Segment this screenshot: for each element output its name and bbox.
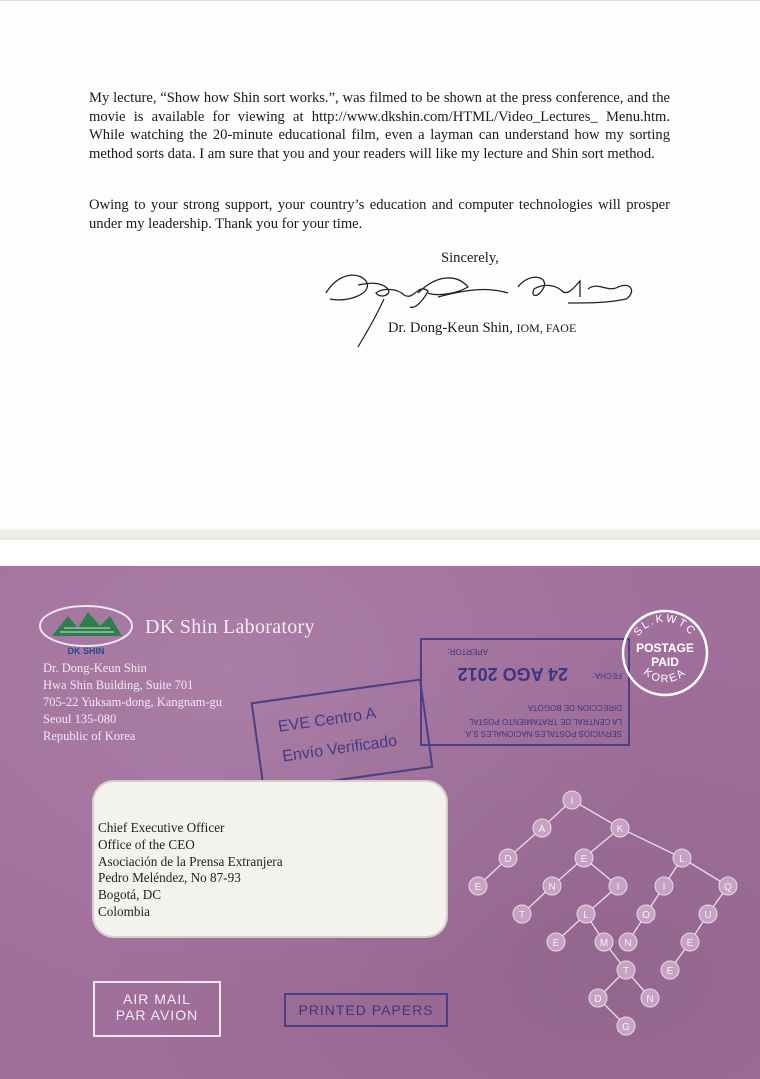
tree-node-label: T	[518, 910, 526, 921]
tree-node-label: E	[474, 882, 482, 893]
tree-node-label: L	[679, 854, 685, 865]
sender-line: Hwa Shin Building, Suite 701	[43, 678, 194, 692]
dk-shin-logo	[38, 602, 134, 656]
tree-node-label: N	[646, 994, 654, 1005]
tree-edge	[620, 828, 682, 858]
postal-date-stamp	[420, 638, 630, 746]
tree-node-label: N	[548, 882, 556, 893]
tree-node-label: E	[580, 854, 588, 865]
tree-node-label: Q	[724, 882, 732, 893]
tree-node-label: I	[570, 796, 574, 807]
sender-line: Dr. Dong-Keun Shin	[43, 661, 147, 675]
eve-verification-stamp	[251, 678, 434, 791]
stamp-line: FECHA:	[592, 671, 622, 680]
envelope	[0, 566, 760, 1079]
stamp-date: 24 AGO 2012	[457, 664, 568, 684]
signer-credentials: IOM, FAOE	[516, 321, 577, 335]
stamp-line: LA CENTRAL DE TRATAMIENTO POSTAL	[468, 717, 622, 726]
letter-paragraph-1: My lecture, “Show how Shin sort works.”, was filmed to be shown at the press conference, and the movie is available for viewing at http://www.dkshin.com/HTML/Video_Lectures_ Menu.htm. While watching the 20-minute educational film, even a layman can understand how my sorting method sorts data. I am sure that you and your readers will like my lecture and Shin sort method.	[89, 90, 670, 162]
sort-tree-decoration	[460, 776, 750, 1036]
stamp-line: DIRECCION DE BOGOTA	[527, 703, 622, 712]
letter-closing: Sincerely,	[441, 250, 499, 266]
postage-paid-stamp	[620, 608, 710, 698]
tree-node-label: E	[686, 938, 694, 949]
recipient-address	[98, 820, 283, 921]
printed-papers-label: PRINTED PAPERS	[284, 993, 448, 1027]
tree-node-label: E	[552, 938, 560, 949]
stamp-line: APERTOR:	[447, 647, 488, 656]
signer-line	[388, 320, 576, 337]
tree-node-label: U	[704, 910, 712, 921]
tree-node-label: N	[624, 938, 632, 949]
svg-text:SL.KWTC	[631, 613, 698, 639]
tree-node-label: K	[616, 824, 624, 835]
tree-node-label: M	[599, 938, 609, 949]
airmail-line1: AIR MAIL	[123, 991, 191, 1007]
recipient-line: Asociación de la Prensa Extranjera	[98, 853, 283, 869]
tree-node-label: O	[642, 910, 650, 921]
postage-line2: PAID	[651, 655, 679, 669]
tree-node-label: T	[622, 966, 630, 977]
recipient-line: Colombia	[98, 903, 151, 919]
sender-line: Republic of Korea	[43, 729, 136, 743]
tree-node-label: L	[583, 910, 589, 921]
postage-line1: POSTAGE	[636, 641, 694, 655]
stamp-eve-line2: Envío Verificado	[281, 732, 399, 766]
tree-node-label: G	[622, 1022, 630, 1033]
signer-name: Dr. Dong-Keun Shin,	[388, 320, 513, 336]
postage-bottom-text: KOREA	[641, 666, 689, 686]
stamp-line: SERVICIOS POSTALES NACIONALES S.A.	[463, 729, 622, 738]
recipient-line: Chief Executive Officer	[98, 820, 225, 835]
page-gap	[0, 540, 760, 566]
letter-paragraph-2: Owing to your strong support, your country’s education and computer technologies will prosper under my leadership. Thank you for your time.	[89, 197, 670, 232]
logo-text: DK SHIN	[67, 646, 105, 656]
tree-node-label: D	[594, 994, 602, 1005]
sender-address	[43, 660, 222, 745]
tree-node-label: A	[538, 824, 546, 835]
sender-line: Seoul 135-080	[43, 712, 117, 726]
stamp-eve-line1: EVE Centro A	[277, 705, 378, 736]
svg-text:KOREA	[641, 666, 689, 685]
airmail-label	[93, 981, 221, 1037]
tree-node-label: D	[504, 854, 512, 865]
sender-line: 705-22 Yuksam-dong, Kangnam-gu	[43, 695, 223, 709]
recipient-line: Bogotá, DC	[98, 887, 162, 903]
airmail-line2: PAR AVION	[115, 1007, 199, 1023]
tree-node-label: E	[666, 966, 674, 977]
tree-node-label: I	[616, 882, 620, 893]
tree-node-label: I	[662, 882, 666, 893]
recipient-line: Office of the CEO	[98, 836, 195, 852]
postage-top-text: SL.KWTC	[631, 612, 699, 639]
recipient-line: Pedro Meléndez, No 87-93	[98, 870, 241, 886]
lab-name: DK Shin Laboratory	[145, 616, 315, 638]
